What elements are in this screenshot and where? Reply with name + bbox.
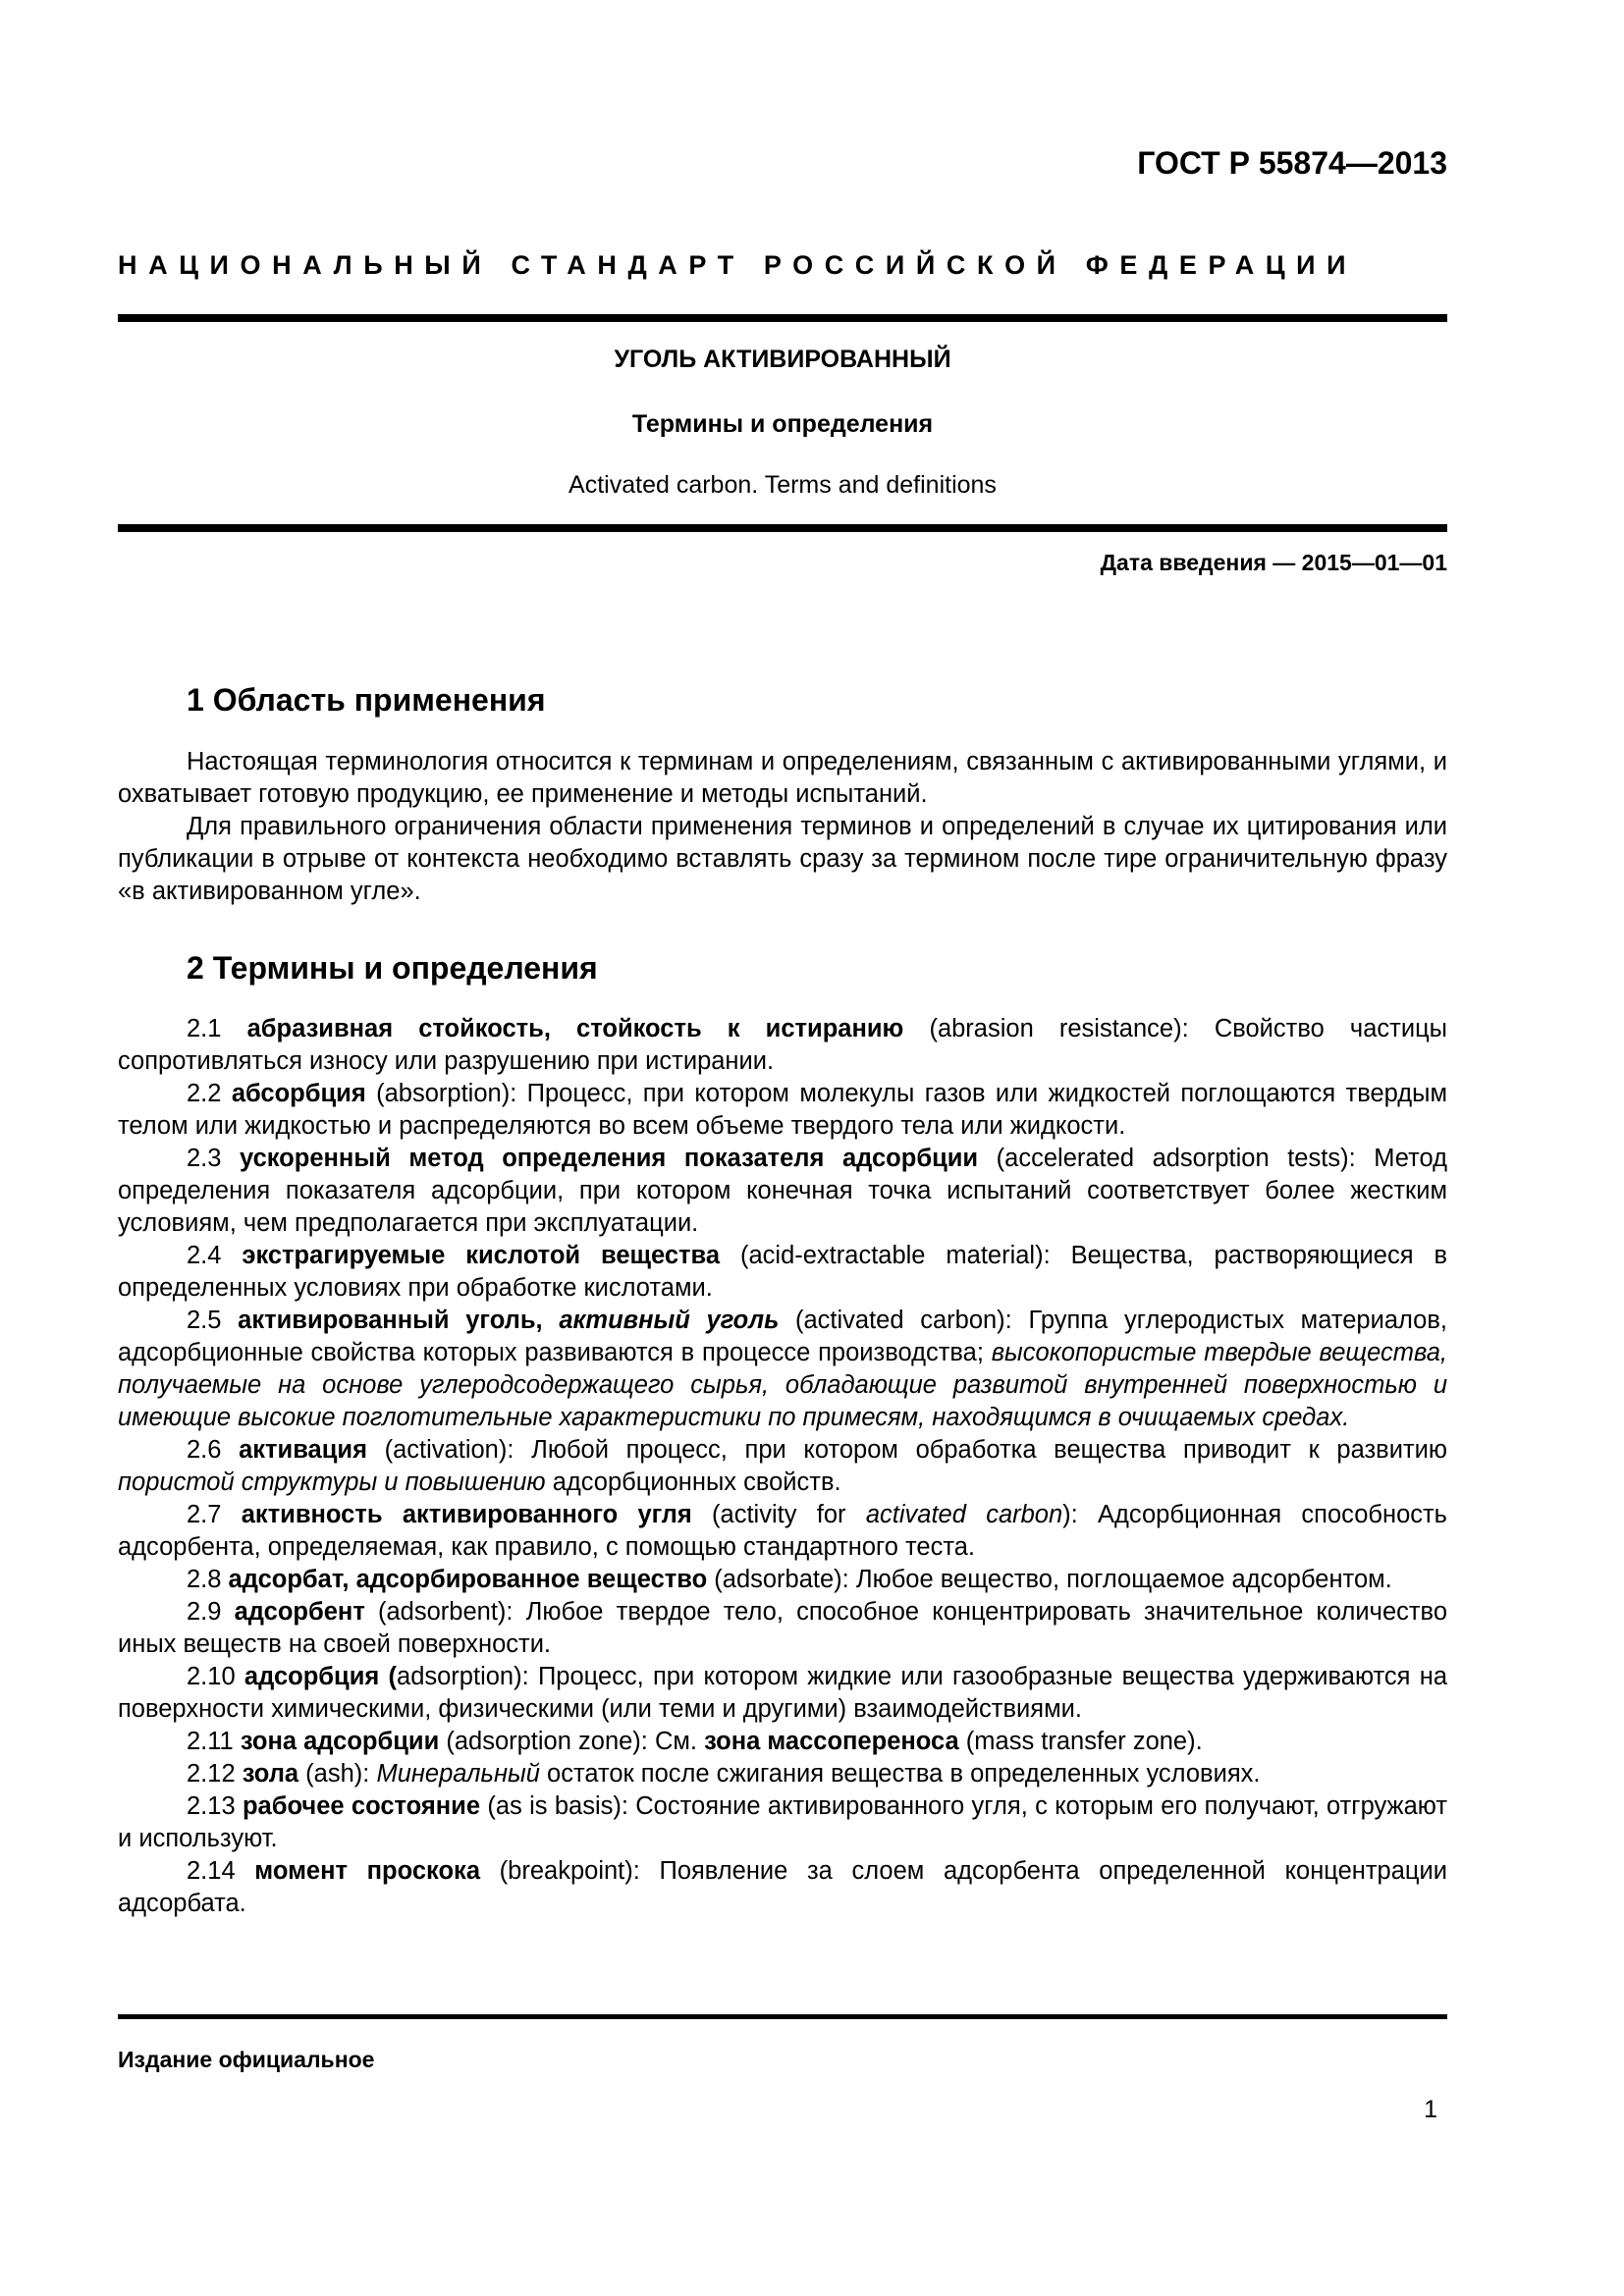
- term-definition: Вещества, растворяющиеся в определенных условиях при обработке кислотами.: [118, 1242, 1447, 1302]
- term-english: (activated carbon):: [779, 1307, 1029, 1334]
- document-code: ГОСТ Р 55874—2013: [1137, 145, 1447, 181]
- term-2-2: [118, 1078, 1447, 1143]
- term-definition: Метод определения показателя адсорбции, при котором конечная точка испытаний соответствует более жестким условиям, чем предполагается при эксплуатации.: [118, 1145, 1447, 1237]
- term-2-11: [118, 1726, 1447, 1758]
- term-english: (adsorbent):: [364, 1598, 526, 1626]
- term-name: зола: [242, 1760, 299, 1788]
- term-name: активность активированного угля: [241, 1501, 692, 1528]
- term-definition-italic: пористой структуры и повышению: [118, 1468, 546, 1496]
- term-2-12: [118, 1758, 1447, 1790]
- term-english: (activity for: [691, 1501, 866, 1528]
- term-english-end: ):: [1062, 1501, 1099, 1528]
- term-2-3: [118, 1143, 1447, 1240]
- term-number: 2.14: [187, 1857, 255, 1885]
- terms-list: [118, 1013, 1447, 1920]
- term-english: adsorption):: [397, 1663, 538, 1690]
- scope-paragraph-1: Настоящая терминология относится к терминам и определениям, связанным с активированными углями, и охватывает готовую продукцию, ее применение и методы испытаний.: [118, 748, 1447, 808]
- term-definition: Группа углеродистых материалов, адсорбционные свойства которых развиваются в процессе производства;: [118, 1307, 1447, 1366]
- term-number: 2.2: [187, 1080, 232, 1107]
- term-definition-italic: Минеральный: [376, 1760, 540, 1788]
- term-number: 2.13: [187, 1792, 243, 1820]
- term-name: момент проскока: [254, 1857, 481, 1885]
- term-definition-end: адсорбционных свойств.: [545, 1468, 841, 1496]
- term-reference-english: (mass transfer zone).: [958, 1728, 1203, 1755]
- term-name: адсорбент: [234, 1598, 365, 1626]
- term-english: (absorption):: [365, 1080, 527, 1107]
- term-number: 2.8: [187, 1566, 229, 1593]
- term-2-8: [118, 1564, 1447, 1596]
- term-number: 2.12: [187, 1760, 243, 1788]
- document-subtitle: Термины и определения: [631, 410, 934, 438]
- term-name: активированный уголь,: [238, 1307, 560, 1334]
- term-english: (abrasion resistance):: [903, 1015, 1215, 1042]
- term-english: (adsorbate):: [707, 1566, 856, 1593]
- term-2-14: [118, 1855, 1447, 1920]
- document-title: УГОЛЬ АКТИВИРОВАННЫЙ: [614, 346, 951, 373]
- term-name: ускоренный метод определения показателя адсорбции: [240, 1145, 979, 1172]
- section-2-heading: 2 Термины и определения: [187, 950, 598, 986]
- term-definition: См.: [654, 1728, 705, 1755]
- section-1-body: [118, 746, 1447, 908]
- term-english: (ash):: [298, 1760, 377, 1788]
- term-english: (accelerated adsorption tests):: [978, 1145, 1375, 1172]
- term-2-7: [118, 1499, 1447, 1564]
- introduction-date: Дата введения — 2015—01—01: [1100, 550, 1447, 575]
- term-definition: Появление за слоем адсорбента определенной концентрации адсорбата.: [118, 1857, 1448, 1917]
- term-name: абразивная стойкость, стойкость к истиранию: [246, 1015, 904, 1042]
- scope-paragraph-2: Для правильного ограничения области применения терминов и определений в случае их цитирования или публикации в отрыве от контекста необходимо вставлять сразу за термином после тире ограничительную фразу «в активированном угле».: [118, 813, 1447, 905]
- term-2-4: [118, 1240, 1447, 1305]
- bottom-rule: [118, 2014, 1447, 2019]
- term-english: (activation):: [366, 1436, 532, 1464]
- term-name: активация: [239, 1436, 367, 1464]
- term-definition: Состояние активированного угля, с которым его получают, отгружают и используют.: [118, 1792, 1447, 1852]
- term-number: 2.11: [187, 1728, 241, 1755]
- term-name: адсорбат, адсорбированное вещество: [228, 1566, 708, 1593]
- edition-label: Издание официальное: [118, 2047, 375, 2072]
- term-definition: Любое вещество, поглощаемое адсорбентом.: [855, 1566, 1392, 1593]
- term-english: (adsorption zone):: [439, 1728, 655, 1755]
- national-standard-banner: НАЦИОНАЛЬНЫЙ СТАНДАРТ РОССИЙСКОЙ ФЕДЕРАЦИИ: [118, 250, 1358, 280]
- term-number: 2.10: [187, 1663, 244, 1690]
- term-number: 2.1: [187, 1015, 247, 1042]
- term-definition: Процесс, при котором молекулы газов или жидкостей поглощаются твердым телом или жидкостью и распределяются во всем объеме твердого тела или жидкости.: [118, 1080, 1447, 1140]
- term-name: зона адсорбции: [240, 1728, 440, 1755]
- english-title: Activated carbon. Terms and definitions: [568, 471, 997, 499]
- term-number: 2.9: [187, 1598, 235, 1626]
- term-2-13: [118, 1790, 1447, 1855]
- term-alt-name: активный уголь: [559, 1307, 780, 1334]
- term-2-6: [118, 1434, 1447, 1499]
- term-definition: Любой процесс, при котором обработка вещества приводит к развитию: [531, 1436, 1447, 1464]
- term-name: рабочее состояние: [242, 1792, 481, 1820]
- section-1-heading: 1 Область применения: [187, 682, 546, 718]
- term-number: 2.4: [187, 1242, 243, 1269]
- term-name: абсорбция: [231, 1080, 366, 1107]
- term-definition: Процесс, при котором жидкие или газообразные вещества удерживаются на поверхности химическими, физическими (или теми и другими) взаимодействиями.: [118, 1663, 1447, 1723]
- term-definition-italic: высокопористые твердые вещества, получаемые на основе углеродсодержащего сырья, обладающие развитой внутренней поверхностью и имеющие высокие поглотительные характеристики по примесям, находящимся в очищаемых средах.: [118, 1339, 1447, 1431]
- term-2-10: [118, 1661, 1447, 1726]
- term-2-5: [118, 1305, 1447, 1434]
- term-name: адсорбция (: [244, 1663, 398, 1690]
- term-number: 2.3: [187, 1145, 241, 1172]
- term-english: (as is basis):: [480, 1792, 636, 1820]
- term-definition: Любое твердое тело, способное концентрировать значительное количество иных веществ на своей поверхности.: [118, 1598, 1447, 1658]
- term-2-9: [118, 1596, 1447, 1661]
- term-number: 2.7: [187, 1501, 242, 1528]
- top-rule: [118, 314, 1447, 322]
- term-english-italic: activated carbon: [865, 1501, 1063, 1528]
- term-number: 2.5: [187, 1307, 239, 1334]
- term-reference: зона массопереноса: [704, 1728, 959, 1755]
- term-definition: остаток после сжигания вещества в определенных условиях.: [539, 1760, 1261, 1788]
- term-definition: Свойство частицы сопротивляться износу или разрушению при истирании.: [118, 1015, 1448, 1075]
- page-number: 1: [1424, 2096, 1437, 2123]
- term-number: 2.6: [187, 1436, 240, 1464]
- title-rule: [118, 524, 1447, 532]
- term-name: экстрагируемые кислотой вещества: [242, 1242, 721, 1269]
- term-english: (breakpoint):: [480, 1857, 660, 1885]
- term-2-1: [118, 1013, 1447, 1078]
- term-definition: Адсорбционная способность адсорбента, определяемая, как правило, с помощью стандартного теста.: [118, 1501, 1447, 1561]
- term-english: (acid-extractable material):: [720, 1242, 1071, 1269]
